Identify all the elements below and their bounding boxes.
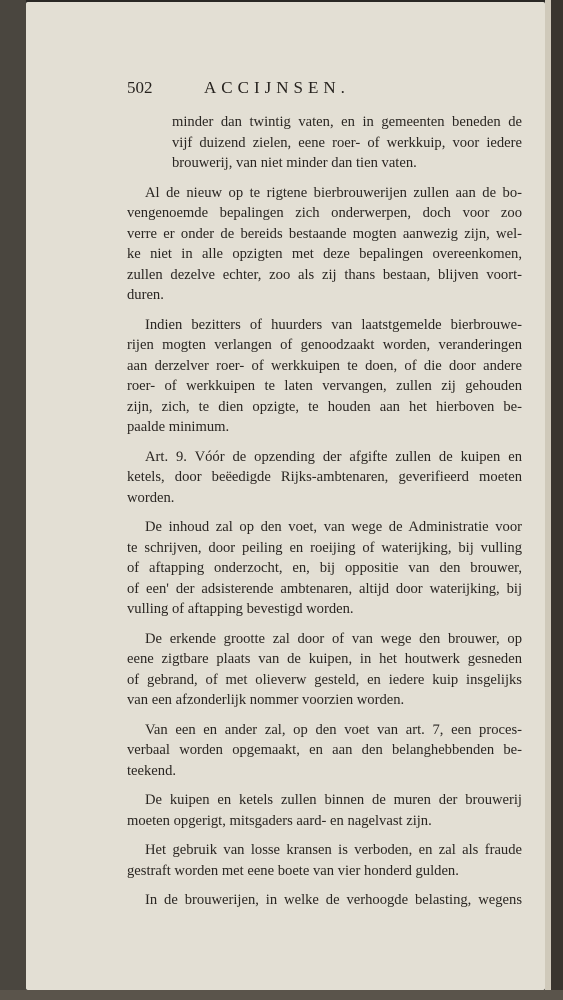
text-line: ke niet in alle opzigten met deze bepalingen overeenkomen,: [127, 246, 522, 262]
text-line: brouwerij, van niet minder dan tien vaten.: [172, 155, 417, 171]
running-head: ACCIJNSEN.: [204, 78, 350, 97]
text-line: roer- of werkkuipen te laten vervangen, zullen zij gehouden: [127, 378, 522, 394]
text-line: In de brouwerijen, in welke de verhoogde belasting, wegens: [145, 892, 522, 908]
paragraph: [127, 447, 522, 509]
paragraph: [127, 840, 522, 881]
text-line: Het gebruik van losse kransen is verboden, en zal als fraude: [145, 842, 522, 858]
text-line: zullen dezelve echter, zoo als zij thans bestaan, blijven voort-: [127, 266, 522, 283]
text-line: ketels, door beëedigde Rijks-ambtenaren, geverifieerd moeten: [127, 469, 522, 485]
text-line: Indien bezitters of huurders van laatstgemelde bierbrouwe-: [145, 316, 522, 333]
scan-bottom-border: [0, 990, 563, 1000]
text-line: of een' der adsisterende ambtenaren, altijd door waterijking, bij: [127, 580, 522, 597]
text-line: Art. 9. Vóór de opzending der afgifte zullen de kuipen en: [145, 448, 522, 465]
text-line: gestraft worden met eene boete van vier honderd gulden.: [127, 862, 459, 879]
text-line: De kuipen en ketels zullen binnen de muren der brouwerij: [145, 792, 522, 808]
text-line: vijf duizend zielen, eene roer- of werkkuip, voor iedere: [172, 134, 522, 151]
text-line: eene zigtbare plaats van de kuipen, in het houtwerk gesneden: [127, 651, 522, 667]
text-line: of gebrand, of met olieverw gesteld, en iedere kuip insgelijks: [127, 671, 522, 688]
text-line: of aftapping onderzocht, en, bij oppositie van den brouwer,: [127, 560, 522, 576]
paragraph: [127, 112, 522, 174]
text-line: verbaal worden opgemaakt, en aan den belanghebbenden be-: [127, 742, 522, 758]
text-line: van een afzonderlijk nommer voorzien worden.: [127, 692, 405, 708]
paragraph: [127, 315, 522, 438]
paragraph: [127, 517, 522, 620]
page-edge-strip: [545, 0, 563, 1000]
text-line: rijen mogten verlangen of genoodzaakt worden, veranderingen: [127, 337, 522, 353]
paragraph: [127, 890, 522, 911]
paragraph: [127, 720, 522, 782]
text-line: teekend.: [127, 762, 177, 779]
binding-gutter: [0, 0, 26, 1000]
page-header: [127, 78, 517, 104]
text-line: zijn, zich, te dien opzigte, te houden aan het hierboven be-: [127, 398, 522, 415]
text-line: aan derzelver roer- of werkkuipen te doen, of die door andere: [127, 357, 522, 374]
text-line: duren.: [127, 287, 164, 303]
text-line: vulling of aftapping bevestigd worden.: [127, 601, 354, 617]
text-line: paalde minimum.: [127, 419, 230, 435]
text-line: worden.: [127, 489, 175, 506]
text-line: De inhoud zal op den voet, van wege de Administratie voor: [145, 519, 522, 535]
body-text: [127, 112, 522, 911]
text-line: Van een en ander zal, op den voet van art. 7, een proces-: [145, 721, 522, 738]
text-line: verre er onder de bereids bestaande mogten aanwezig zijn, wel-: [127, 225, 522, 242]
page-number: 502: [127, 78, 153, 97]
text-line: vengenoemde bepalingen zich onderwerpen, doch voor zoo: [127, 205, 522, 221]
text-line: De erkende grootte zal door of van wege den brouwer, op: [145, 630, 522, 647]
text-line: te schrijven, door peiling en roeijing of waterijking, bij vulling: [127, 539, 522, 556]
paragraph: [127, 790, 522, 831]
text-line: moeten opgerigt, mitsgaders aard- en nagelvast zijn.: [127, 812, 432, 829]
paragraph: [127, 183, 522, 306]
text-line: Al de nieuw op te rigtene bierbrouwerijen zullen aan de bo-: [145, 184, 522, 201]
paragraph: [127, 629, 522, 711]
text-line: minder dan twintig vaten, en in gemeenten beneden de: [172, 114, 522, 130]
